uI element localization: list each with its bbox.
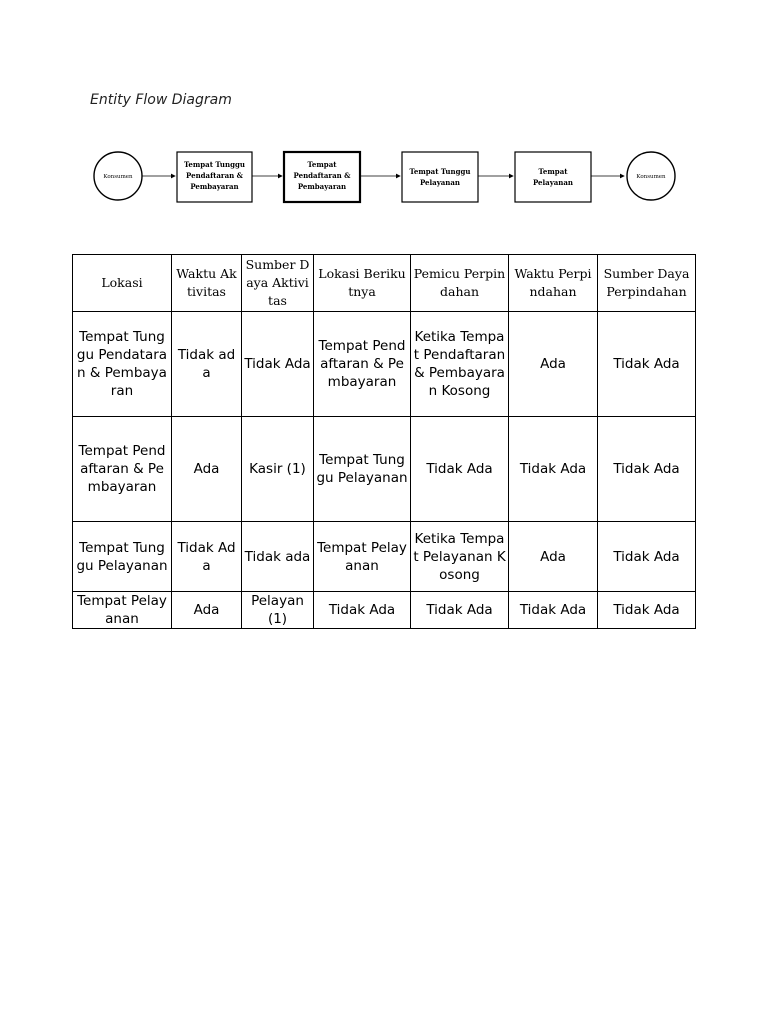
table-cell: Tidak Ada — [411, 417, 509, 522]
table-cell: Ketika Tempat Pendaftaran & Pembayaran Kosong — [411, 312, 509, 417]
table-cell: Tidak ada — [242, 522, 314, 592]
header-waktu-perpindahan: Waktu Perpindahan — [509, 255, 598, 312]
table-cell: Tempat Tunggu Pelayanan — [73, 522, 172, 592]
entity-flow-diagram — [0, 140, 768, 220]
flow-node — [515, 152, 591, 202]
table-cell: Ada — [172, 592, 242, 629]
flow-node-line: Tempat — [538, 167, 568, 176]
end-terminal-label: Konsumen — [636, 174, 666, 180]
table-cell: Kasir (1) — [242, 417, 314, 522]
flow-node-line: Pendaftaran & — [186, 171, 243, 180]
flow-node — [284, 152, 360, 202]
diagram-heading: Entity Flow Diagram — [90, 92, 232, 108]
table-cell: Tempat Pendaftaran & Pembayaran — [73, 417, 172, 522]
flow-node-line: Tempat — [307, 160, 337, 169]
table-cell: Pelayan (1) — [242, 592, 314, 629]
table-cell: Tidak Ada — [509, 417, 598, 522]
table-cell: Tidak Ada — [172, 522, 242, 592]
table-header-row — [73, 255, 696, 312]
table-cell: Tidak Ada — [242, 312, 314, 417]
table-cell: Tidak Ada — [411, 592, 509, 629]
table-cell: Tidak Ada — [598, 417, 696, 522]
table-row — [73, 417, 696, 522]
flow-node-line: Pendaftaran & — [293, 171, 351, 180]
flow-node-line: Pembayaran — [297, 182, 347, 191]
table-row — [73, 592, 696, 629]
table-cell: Tempat Tunggu Pendataran & Pembayaran — [73, 312, 172, 417]
table-cell: Ada — [509, 312, 598, 417]
table-cell: Tempat Pelayanan — [314, 522, 411, 592]
header-lokasi: Lokasi — [73, 255, 172, 312]
header-lokasi-berikutnya: Lokasi Berikutnya — [314, 255, 411, 312]
table-cell: Tidak Ada — [314, 592, 411, 629]
header-sumber-daya-perpindahan: Sumber Daya Perpindahan — [598, 255, 696, 312]
end-terminal — [627, 152, 675, 200]
flow-node — [177, 152, 252, 202]
flow-node-line: Pelayanan — [419, 178, 461, 187]
table-cell: Tempat Pelayanan — [73, 592, 172, 629]
table-cell: Ketika Tempat Pelayanan Kosong — [411, 522, 509, 592]
table-cell: Tidak Ada — [598, 522, 696, 592]
table-cell: Tempat Pendaftaran & Pembayaran — [314, 312, 411, 417]
table-cell: Tidak ada — [172, 312, 242, 417]
start-terminal-label: Konsumen — [103, 174, 133, 180]
header-pemicu-perpindahan: Pemicu Perpindahan — [411, 255, 509, 312]
table-cell: Ada — [172, 417, 242, 522]
table-cell: Tempat Tunggu Pelayanan — [314, 417, 411, 522]
table-row — [73, 312, 696, 417]
entity-flow-table — [72, 254, 696, 629]
flow-node-line: Tempat Tunggu — [409, 167, 471, 176]
header-sumber-daya-aktivitas: Sumber Daya Aktivitas — [242, 255, 314, 312]
start-terminal — [94, 152, 142, 200]
table-cell: Tidak Ada — [598, 592, 696, 629]
flow-node-line: Pembayaran — [190, 182, 239, 191]
table-row — [73, 522, 696, 592]
table-cell: Tidak Ada — [509, 592, 598, 629]
flow-node-line: Pelayanan — [532, 178, 574, 187]
flow-node-line: Tempat Tunggu — [184, 160, 245, 169]
header-waktu-aktivitas: Waktu Aktivitas — [172, 255, 242, 312]
table-cell: Tidak Ada — [598, 312, 696, 417]
flow-node — [402, 152, 478, 202]
table-cell: Ada — [509, 522, 598, 592]
